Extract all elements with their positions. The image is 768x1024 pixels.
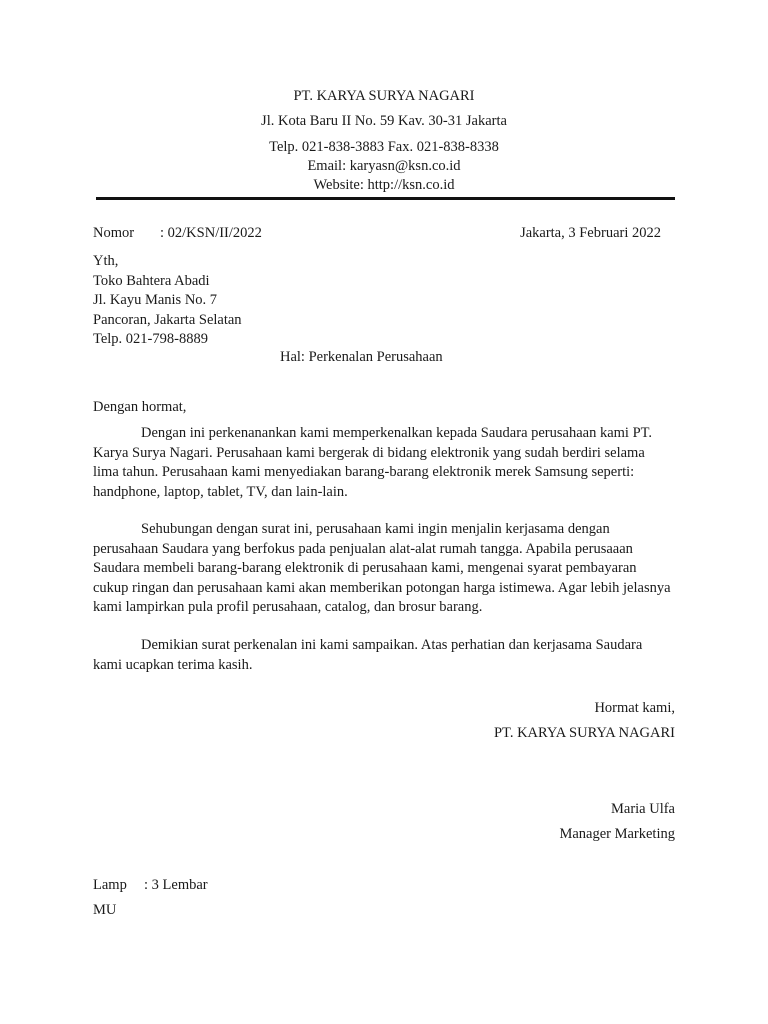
company-email: Email: karyasn@ksn.co.id (307, 158, 461, 174)
closing-greeting: Hormat kami, (594, 700, 675, 716)
company-name: PT. KARYA SURYA NAGARI (293, 88, 475, 104)
company-website: Website: http://ksn.co.id (313, 177, 455, 193)
header-divider (96, 197, 675, 200)
recipient-line: Jl. Kayu Manis No. 7 (93, 292, 218, 308)
signer-name: Maria Ulfa (610, 801, 675, 817)
company-address: Jl. Kota Baru II No. 59 Kav. 30-31 Jakarta (261, 113, 507, 129)
lamp-label: Lamp (93, 877, 127, 893)
recipient-block (93, 252, 242, 350)
salutation: Dengan hormat, (93, 399, 187, 415)
letter-subject: Hal: Perkenalan Perusahaan (280, 349, 443, 365)
recipient-line: Yth, (93, 253, 119, 269)
lamp-value: : 3 Lembar (144, 877, 208, 893)
body-paragraph-2: Sehubungan dengan surat ini, perusahaan kami ingin menjalin kerjasama dengan perusahaan Saudara yang berfokus pada penjualan alat-alat rumah tangga. Apabila perusaaan Saudara membeli barang-barang elektronik di perusahaan kami, mengenai syarat pembayaran cukup ringan dan perusahaan kami akan memberikan potongan harga istimewa. Agar lebih jelasnya kami lampirkan pula profil perusahaan, catalog, dan brosur barang. (93, 521, 671, 615)
recipient-line: Telp. 021-798-8889 (93, 331, 208, 347)
recipient-line: Toko Bahtera Abadi (93, 272, 210, 289)
nomor-value: : 02/KSN/II/2022 (160, 225, 262, 241)
nomor-label: Nomor (93, 225, 135, 241)
closing-company: PT. KARYA SURYA NAGARI (493, 725, 675, 741)
company-phone: Telp. 021-838-3883 Fax. 021-838-8338 (269, 139, 499, 155)
letter-date: Jakarta, 3 Februari 2022 (520, 225, 661, 241)
body-paragraph-1: Dengan ini perkenanankan kami memperkenalkan kepada Saudara perusahaan kami PT. Karya Surya Nagari. Perusahaan kami bergerak di bidang elektronik yang sudah berdiri selama lima tahun. Perusahaan kami menyediakan barang-barang elektronik merek Samsung seperti: handphone, laptop, tablet, TV, dan lain-lain. (93, 425, 653, 500)
recipient-line: Pancoran, Jakarta Selatan (93, 311, 242, 328)
body-paragraph-3: Demikian surat perkenalan ini kami sampaikan. Atas perhatian dan kerjasama Saudara kami ucapkan terima kasih. (93, 637, 643, 673)
signer-title: Manager Marketing (559, 826, 675, 842)
initials: MU (93, 902, 117, 918)
